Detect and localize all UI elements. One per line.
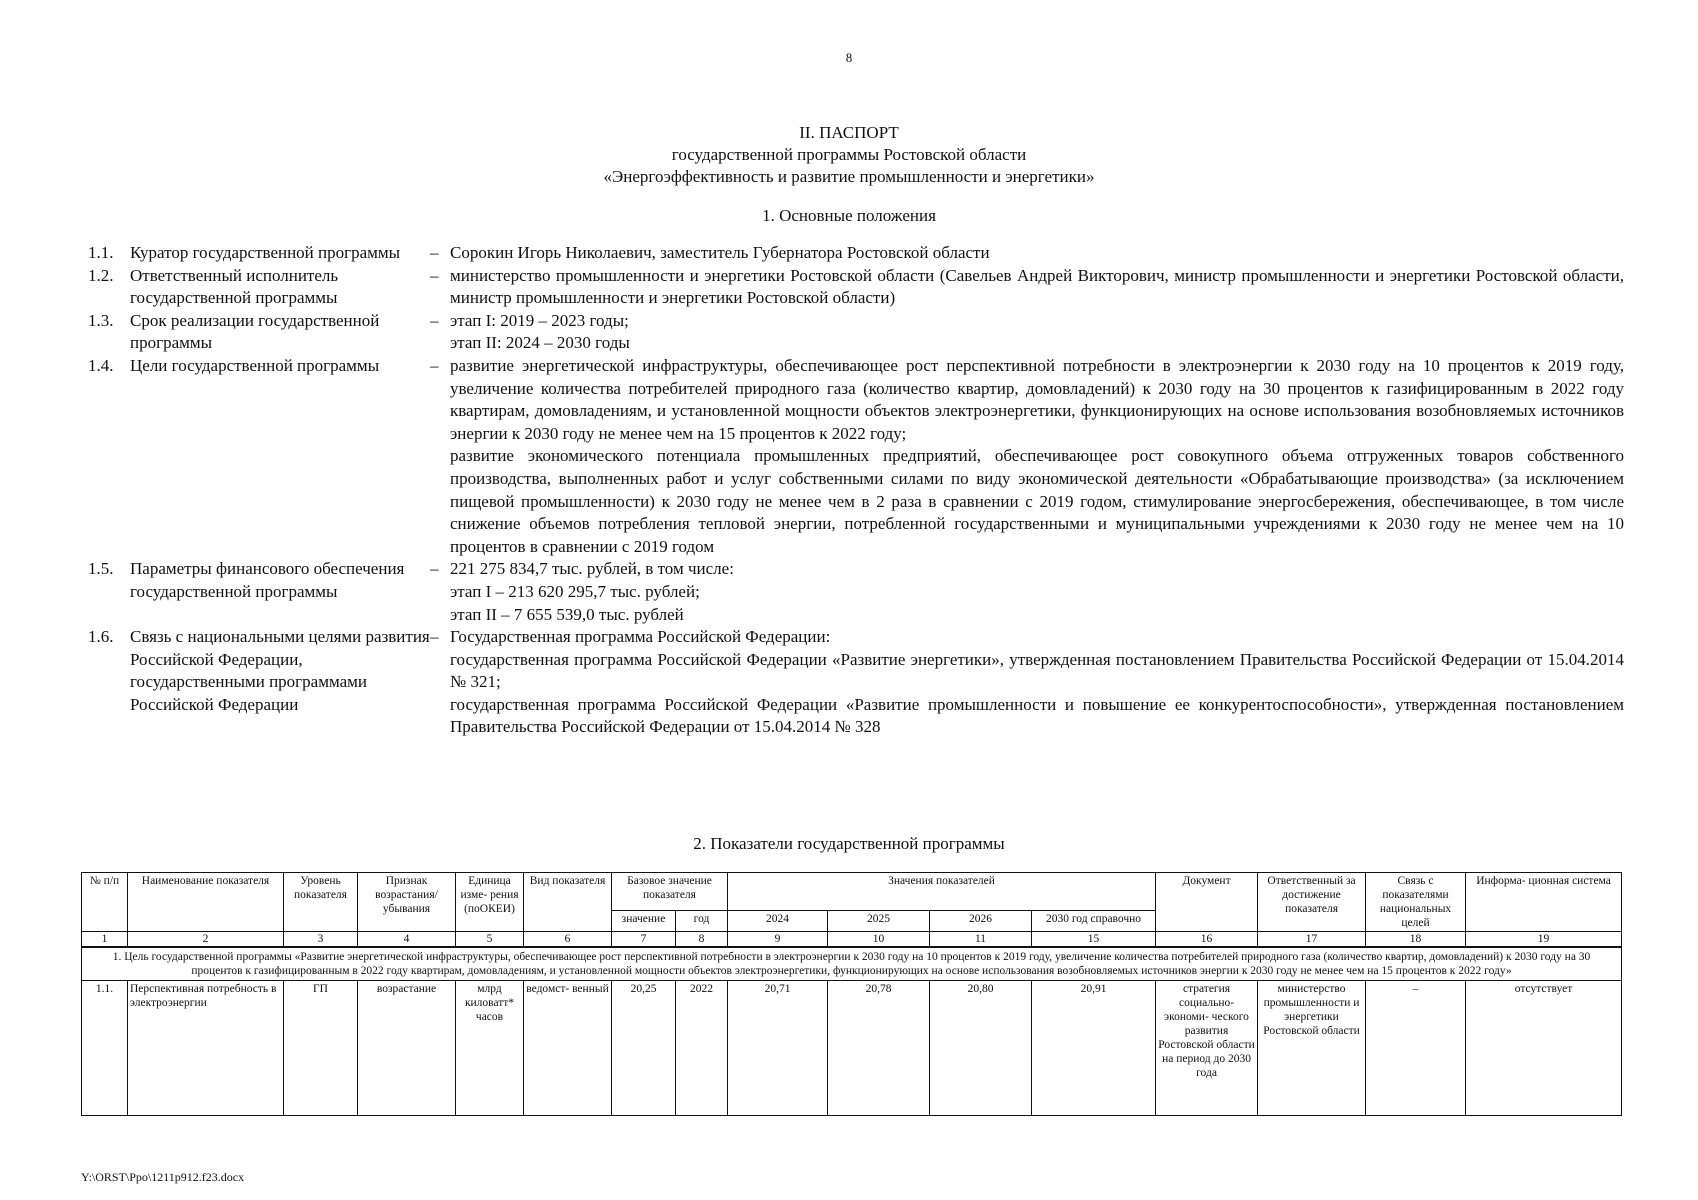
header-num: № п/п [82, 873, 128, 932]
provision-paragraph: этап I: 2019 – 2023 годы; [450, 310, 629, 330]
provision-item [88, 242, 1624, 265]
provision-value [450, 355, 1624, 558]
cell-level: ГП [284, 981, 358, 1116]
cell-base-value: 20,25 [612, 981, 676, 1116]
provision-number: 1.5. [88, 559, 114, 579]
provision-number: 1.2. [88, 265, 114, 285]
header-2030: 2030 год справочно [1032, 911, 1156, 932]
section1-heading: 1. Основные положения [762, 206, 936, 225]
title-line-1: II. ПАСПОРТ [799, 123, 899, 142]
provision-item [88, 558, 1624, 626]
column-number: 4 [358, 932, 456, 948]
header-link: Связь с показателями национальных целей [1366, 873, 1466, 932]
provision-label: Куратор государственной программы [130, 243, 401, 262]
provision-paragraph: развитие экономического потенциала промышленных предприятий, обеспечивающее рост совокупного объема отгруженных товаров собственного производства, выполненных работ и услуг собственными силами по виду экономической деятельности «Обрабатывающие производства» (за исключением пищевой промышленности) к 2030 году не менее чем в 2 раза в сравнении с 2019 годом, стимулирование энергосбережения, обеспечивающее, в том числе снижение объемов потребления тепловой энергии, потребленной государственными и муниципальными учреждениями к 2030 году не менее чем на 10 процентов в сравнении с 2019 годом [450, 446, 1624, 556]
provision-item [88, 310, 1624, 355]
cell-link: – [1366, 981, 1466, 1116]
header-base-year: год [676, 911, 728, 932]
column-number: 19 [1466, 932, 1622, 948]
file-path-footer: Y:\ORST\Ppo\1211p912.f23.docx [81, 1170, 245, 1184]
provision-paragraph: Государственная программа Российской Федерации: [450, 627, 831, 647]
column-number: 18 [1366, 932, 1466, 948]
section2-heading: 2. Показатели государственной программы [693, 834, 1005, 853]
header-values: Значения показателей [728, 873, 1156, 911]
provision-item [88, 355, 1624, 558]
header-info: Информа- ционная система [1466, 873, 1622, 932]
provision-value [450, 558, 1624, 626]
document-title [0, 122, 1698, 188]
header-base: Базовое значение показателя [612, 873, 728, 911]
provision-label: Цели государственной программы [130, 355, 380, 375]
provision-number: 1.4. [88, 355, 114, 375]
column-number: 11 [930, 932, 1032, 948]
title-line-2: государственной программы Ростовской области [671, 145, 1027, 164]
cell-base-year: 2022 [676, 981, 728, 1116]
header-sign: Признак возрастания/ убывания [358, 873, 456, 932]
header-2024: 2024 [728, 911, 828, 932]
cell-responsible: министерство промышленности и энергетики Ростовской области [1258, 981, 1366, 1116]
column-number: 1 [82, 932, 128, 948]
cell-y2026: 20,80 [930, 981, 1032, 1116]
cell-kind: ведомст- венный [524, 981, 612, 1116]
provision-paragraph: Сорокин Игорь Николаевич, заместитель Губернатора Ростовской области [450, 243, 990, 262]
provision-dash: – [430, 310, 439, 330]
cell-y2030: 20,91 [1032, 981, 1156, 1116]
column-number: 6 [524, 932, 612, 948]
provision-dash: – [430, 355, 439, 375]
header-level: Уровень показателя [284, 873, 358, 932]
column-number: 10 [828, 932, 930, 948]
column-number: 8 [676, 932, 728, 948]
header-base-value: значение [612, 911, 676, 932]
main-provisions-list [88, 242, 1624, 739]
provision-dash: – [430, 243, 439, 262]
goal-row [82, 947, 1622, 981]
provision-paragraph: государственная программа Российской Федерации «Развитие промышленности и повышение ее конкурентоспособности», утвержденная постановлением Правительства Российской Федерации от 15.04.2014 № 328 [450, 694, 1624, 737]
provision-value [450, 626, 1624, 739]
page-number: 8 [845, 50, 853, 65]
column-number: 9 [728, 932, 828, 948]
provision-number: 1.6. [88, 627, 114, 647]
provision-item [88, 626, 1624, 739]
provision-paragraph: этап II: 2024 – 2030 годы [450, 333, 630, 353]
goal-text: 1. Цель государственной программы «Развитие энергетической инфраструктуры, обеспечивающее рост перспективной потребности в электроэнергии к 2030 году на 10 процентов к 2019 году, увеличение количества потребителей природного газа (количество квартир, домовладений) к 2030 году на 30 процентов к газифицированным в 2022 году квартирам, домовладениям, и установленной мощности объектов электроэнергетики, функционирующих на основе использования возобновляемых источников энергии к 2030 году не менее чем на 15 процентов к 2022 году» [82, 947, 1622, 981]
column-number: 3 [284, 932, 358, 948]
table-row [82, 981, 1622, 1116]
column-number: 5 [456, 932, 524, 948]
column-number: 15 [1032, 932, 1156, 948]
provision-dash: – [430, 559, 439, 579]
provision-paragraph: этап II – 7 655 539,0 тыс. рублей [450, 604, 684, 624]
cell-sign: возрастание [358, 981, 456, 1116]
column-number-row [82, 932, 1622, 948]
cell-unit: млрд киловатт* часов [456, 981, 524, 1116]
header-unit: Единица изме- рения (поОКЕИ) [456, 873, 524, 932]
provision-paragraph: этап I – 213 620 295,7 тыс. рублей; [450, 581, 700, 601]
indicators-table [81, 872, 1622, 1116]
column-number: 16 [1156, 932, 1258, 948]
cell-y2024: 20,71 [728, 981, 828, 1116]
provision-label: Ответственный исполнитель государственной программы [130, 265, 339, 308]
column-number: 7 [612, 932, 676, 948]
provision-value [450, 242, 1624, 265]
provision-paragraph: 221 275 834,7 тыс. рублей, в том числе: [450, 559, 734, 579]
title-line-3: «Энергоэффективность и развитие промышленности и энергетики» [603, 167, 1095, 186]
column-number: 17 [1258, 932, 1366, 948]
provision-dash: – [430, 627, 439, 647]
provision-item [88, 265, 1624, 310]
header-kind: Вид показателя [524, 873, 612, 932]
column-number: 2 [128, 932, 284, 948]
header-name: Наименование показателя [128, 873, 284, 932]
header-responsible: Ответственный за достижение показателя [1258, 873, 1366, 932]
cell-name: Перспективная потребность в электроэнергии [128, 981, 284, 1116]
provision-dash: – [430, 265, 439, 285]
cell-document: стратегия социально- экономи- ческого развития Ростовской области на период до 2030 года [1156, 981, 1258, 1116]
provision-label: Связь с национальными целями развития Российской Федерации, государственными программами Российской Федерации [130, 627, 430, 714]
header-2025: 2025 [828, 911, 930, 932]
provision-paragraph: развитие энергетической инфраструктуры, обеспечивающее рост перспективной потребности в электроэнергии к 2030 году на 10 процентов к 2019 году, увеличение количества потребителей природного газа (количество квартир, домовладений) к 2030 году на 30 процентов к газифицированным в 2022 году квартирам, домовладениям, и установленной мощности объектов электроэнергетики, функционирующих на основе использования возобновляемых источников энергии к 2030 году не менее чем на 15 процентов к 2022 году; [450, 355, 1624, 443]
provision-value [450, 265, 1624, 310]
cell-y2025: 20,78 [828, 981, 930, 1116]
header-2026: 2026 [930, 911, 1032, 932]
cell-info: отсутствует [1466, 981, 1622, 1116]
provision-number: 1.1. [88, 243, 114, 262]
provision-paragraph: государственная программа Российской Федерации «Развитие энергетики», утвержденная постановлением Правительства Российской Федерации от 15.04.2014 № 321; [450, 649, 1624, 692]
provision-label: Срок реализации государственной программы [130, 310, 380, 353]
header-document: Документ [1156, 873, 1258, 932]
provision-number: 1.3. [88, 310, 114, 330]
provision-value [450, 310, 1624, 355]
provision-paragraph: министерство промышленности и энергетики Ростовской области (Савельев Андрей Викторович, министр промышленности и энергетики Ростовской области, министр промышленности и энергетики Ростовской области) [450, 265, 1624, 308]
provision-label: Параметры финансового обеспечения государственной программы [130, 559, 405, 601]
cell-num: 1.1. [82, 981, 128, 1116]
